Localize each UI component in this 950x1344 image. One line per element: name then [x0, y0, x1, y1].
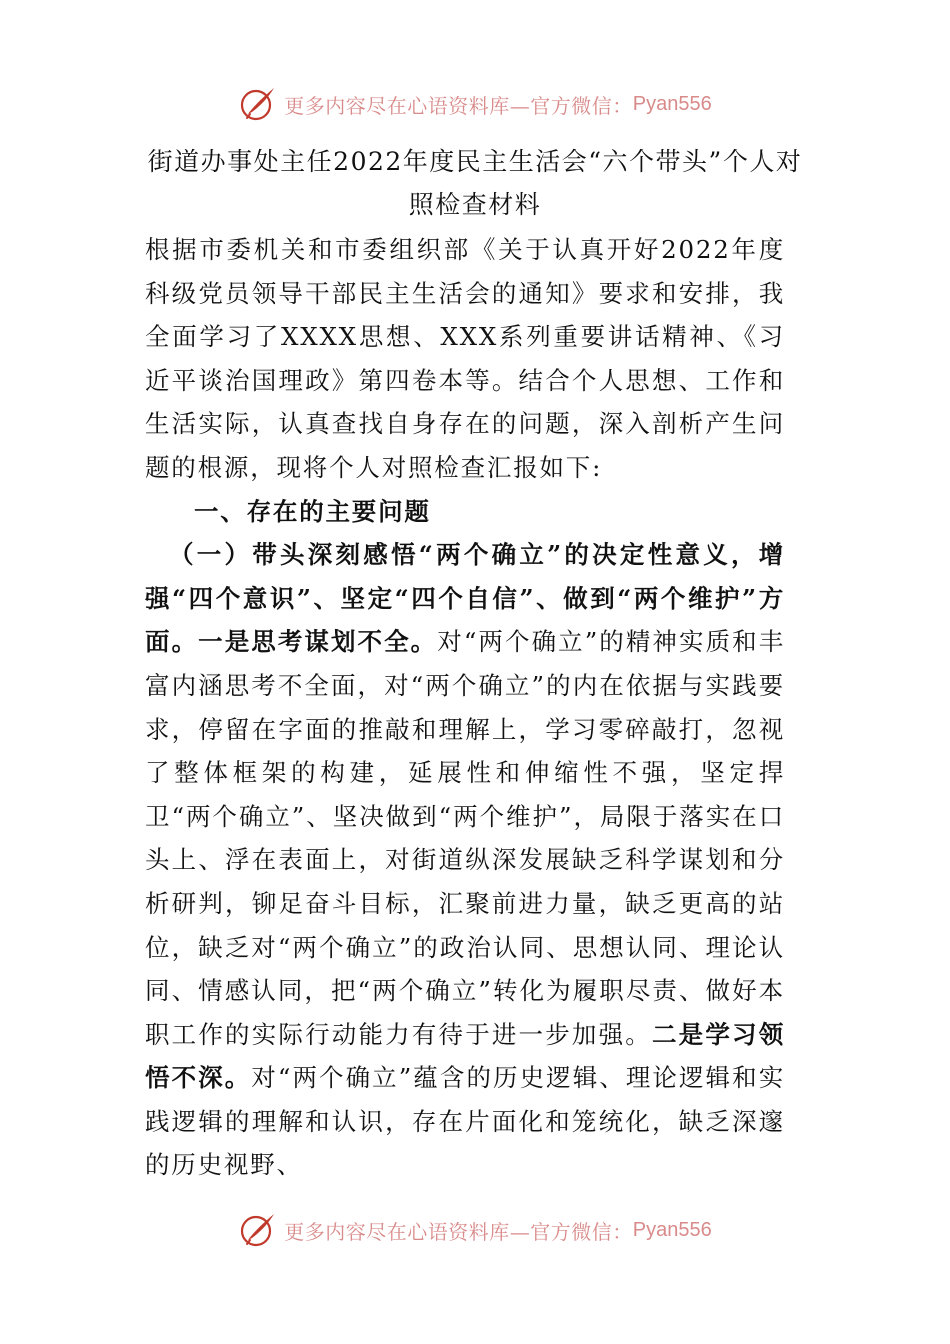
quill-logo-icon — [238, 84, 278, 124]
point-text: 对“两个确立”蕴含的历史逻辑、理论逻辑和实践逻辑的理解和认识，存在片面化和笼统化，缺乏深邃的历史视野、 — [145, 1063, 785, 1180]
quill-logo-icon — [238, 1210, 278, 1250]
point-text: 对“两个确立”的精神实质和丰富内涵思考不全面，对“两个确立”的内在依据与实践要求，停留在字面的推敲和理解上，学习零碎敲打，忽视了整体框架的构建，延展性和伸缩性不强，坚定捍卫“两个确立”、坚决做到“两个维护”，局限于落实在口头上、浮在表面上，对街道纵深发展缺乏科学谋划和分析研判，铆足奋斗目标，汇聚前进力量，缺乏更高的站位，缺乏对“两个确立”的政治认同、思想认同、理论认同、情感认同，把“两个确立”转化为履职尽责、做好本职工作的实际行动能力有待于进一步加强。 — [145, 627, 786, 1049]
intro-paragraph: 根据市委机关和市委组织部《关于认真开好2022年度科级党员领导干部民主生活会的通知》要求和安排，我全面学习了XXXX思想、XXX系列重要讲话精神、《习近平谈治国理政》第四卷本等。结合个人思想、工作和生活实际，认真查找自身存在的问题，深入剖析产生问题的根源，现将个人对照检查汇报如下: — [145, 235, 785, 482]
watermark-text: 更多内容尽在心语资料库—官方微信： — [284, 93, 633, 118]
document-body — [145, 228, 785, 1187]
document-title: 街道办事处主任2022年度民主生活会“六个带头”个人对照检查材料 — [147, 147, 803, 219]
subsection-heading: （一）带头深刻感悟“两个确立”的决定性意义，增强“四个意识”、坚定“四个自信”、做到“两个维护”方面。 — [145, 540, 785, 657]
subsection-paragraph — [145, 533, 785, 1187]
section-heading: 一、存在的主要问题 — [194, 496, 431, 526]
watermark-handle: Pyan556 — [632, 92, 712, 115]
watermark-handle: Pyan556 — [632, 1218, 712, 1241]
watermark-bottom — [0, 1208, 950, 1252]
point-label: 一是思考谋划不全。 — [198, 627, 438, 657]
watermark-top — [0, 82, 950, 126]
point-label: 二是学习领悟不深。 — [145, 1019, 785, 1093]
watermark-text: 更多内容尽在心语资料库—官方微信： — [284, 1219, 633, 1244]
